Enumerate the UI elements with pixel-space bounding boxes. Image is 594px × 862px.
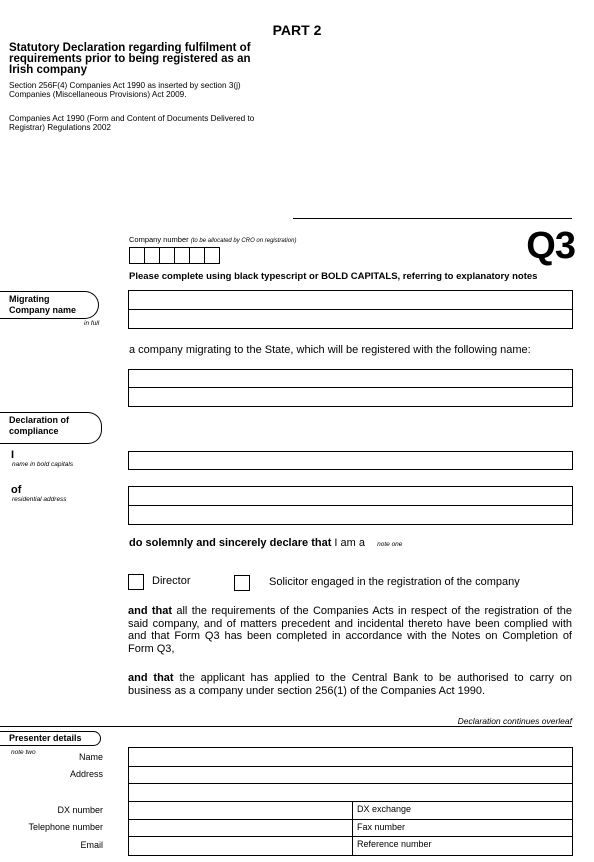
email-label: Email	[80, 840, 103, 850]
company-number-box[interactable]	[204, 247, 220, 264]
address-label: Address	[69, 769, 103, 779]
i-label: I	[11, 449, 15, 461]
presenter-details-tab: Presenter details	[0, 731, 101, 746]
continues-overleaf: Declaration continues overleaf	[457, 716, 572, 726]
director-checkbox[interactable]	[128, 574, 144, 590]
para1-text: all the requirements of the Companies Acts in respect of the registration of the said company, and of matters precedent and incidental thereto have been complied with and that Form Q3 has been completed in accordance with the Notes on Completion of Form Q3,	[128, 605, 572, 655]
solicitor-label: Solicitor engaged in the registration of the company	[269, 576, 520, 588]
company-number-box[interactable]	[144, 247, 160, 264]
form-title-text: Statutory Declaration regarding fulfilment of requirements prior to being registered as an Irish company	[9, 42, 251, 76]
part-heading: PART 2	[272, 22, 322, 38]
solicitor-checkbox[interactable]	[234, 575, 250, 591]
migrating-text: a company migrating to the State, which will be registered with the following name:	[129, 344, 531, 356]
company-number-note: (to be allocated by CRO on registration)	[190, 238, 297, 244]
company-number-box[interactable]	[129, 247, 145, 264]
residential-address-field[interactable]	[128, 486, 573, 525]
form-title	[9, 43, 269, 76]
new-company-name-field[interactable]	[128, 369, 573, 407]
company-number-label-text: Company number	[129, 235, 189, 244]
section-separator	[0, 726, 572, 727]
form-code: Q3	[526, 225, 575, 267]
migrating-company-tab: Migrating Company name	[0, 291, 99, 319]
director-label: Director	[152, 575, 191, 587]
note-two: note two	[11, 749, 36, 756]
of-note: residential address	[12, 496, 67, 503]
para1-bold: and that	[128, 605, 173, 617]
declaration-tab: Declaration of compliance	[0, 412, 102, 444]
fax-number-label: Fax number	[357, 822, 406, 832]
header-rule	[293, 218, 572, 219]
dx-number-label: DX number	[57, 805, 103, 815]
company-number-box[interactable]	[189, 247, 205, 264]
declarant-name-field[interactable]	[128, 451, 573, 470]
i-note: name in bold capitals	[12, 461, 74, 468]
regulations-reference: Companies Act 1990 (Form and Content of Documents Delivered to Registrar) Regulations 2002	[9, 114, 255, 133]
migrating-company-name-field[interactable]	[128, 290, 573, 329]
of-label: of	[11, 484, 22, 496]
presenter-details-grid	[128, 747, 573, 856]
reference-number-label: Reference number	[357, 839, 432, 849]
company-number-box[interactable]	[159, 247, 175, 264]
telephone-label: Telephone number	[28, 822, 103, 832]
name-label: Name	[78, 752, 103, 762]
central-bank-paragraph	[128, 672, 572, 697]
declare-line	[129, 537, 402, 552]
legislation-reference: Section 256F(4) Companies Act 1990 as inserted by section 3(j) Companies (Miscellaneous Provisions) Act 2009.	[9, 81, 241, 100]
declare-bold: do solemnly and sincerely declare that	[129, 537, 332, 549]
instructions: Please complete using black typescript or BOLD CAPITALS, referring to explanatory notes	[129, 271, 538, 282]
note-one: note one	[377, 541, 403, 548]
company-number-label	[129, 235, 296, 244]
migrating-note: in full	[84, 320, 100, 327]
company-number-boxes[interactable]	[129, 247, 219, 264]
declare-rest: I am a	[331, 537, 369, 549]
compliance-paragraph	[128, 605, 572, 655]
company-number-box[interactable]	[174, 247, 190, 264]
para2-bold: and that	[128, 672, 174, 684]
para2-text: the applicant has applied to the Central Bank to be authorised to carry on business as a company under section 256(1) of the Companies Act 1990.	[128, 672, 572, 697]
dx-exchange-label: DX exchange	[357, 804, 412, 814]
